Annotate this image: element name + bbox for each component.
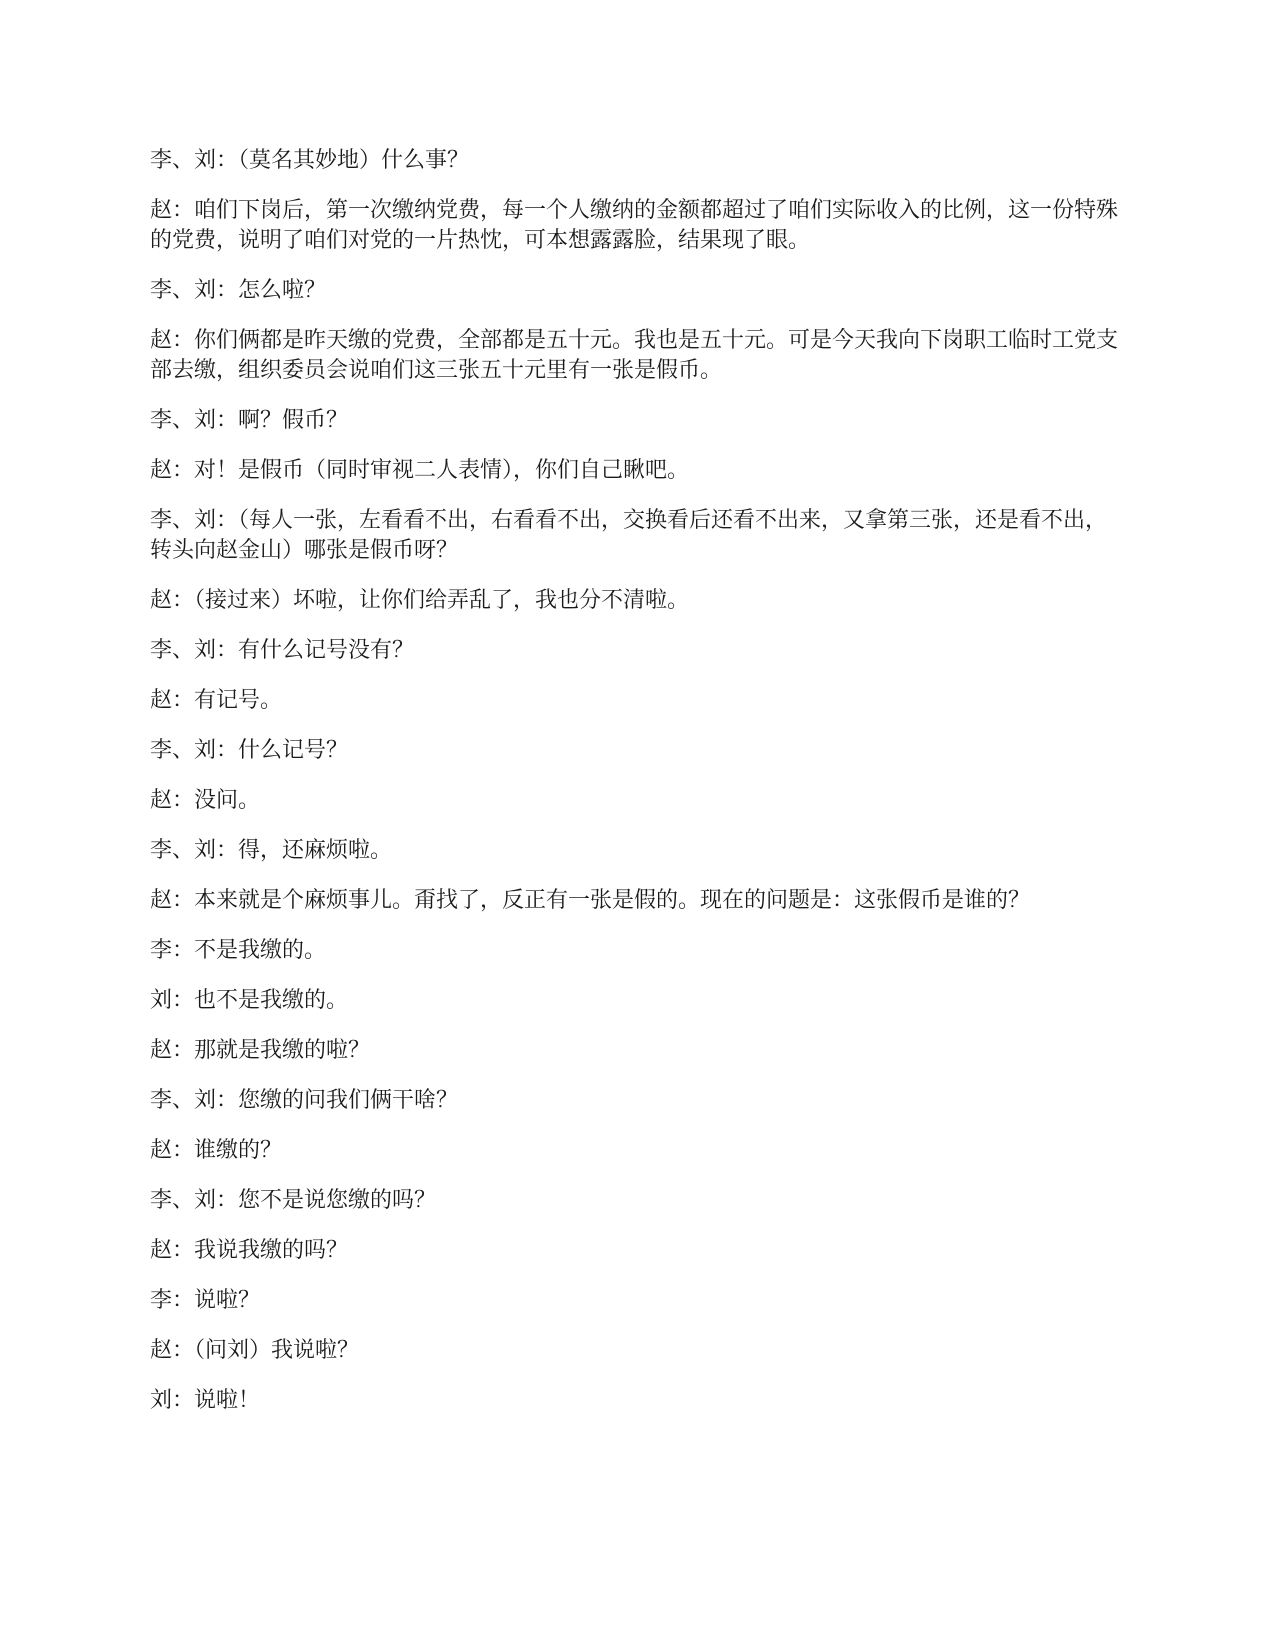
dialogue-line: 赵：我说我缴的吗？ (150, 1238, 349, 1263)
dialogue-line: 赵：你们俩都是昨天缴的党费，全部都是五十元。我也是五十元。可是今天我向下岗职工临时工党支部去缴，组织委员会说咱们这三张五十元里有一张是假币。 (150, 328, 1119, 383)
dialogue-line: 赵：那就是我缴的啦？ (150, 1038, 371, 1063)
dialogue-line: 赵：谁缴的？ (150, 1138, 283, 1163)
dialogue-line: 李、刘：（每人一张，左看看不出，右看看不出，交换看后还看不出来，又拿第三张，还是看不出，转头向赵金山）哪张是假币呀？ (150, 508, 1108, 563)
dialogue-line: 赵：（问刘）我说啦？ (150, 1338, 360, 1363)
dialogue-line: 李、刘：得，还麻烦啦。 (150, 838, 393, 863)
dialogue-line: 赵：本来就是个麻烦事儿。甭找了，反正有一张是假的。现在的问题是：这张假币是谁的？ (150, 888, 1031, 913)
dialogue-line: 赵：对！是假币（同时审视二人表情），你们自己瞅吧。 (150, 458, 690, 483)
dialogue-line: 李：不是我缴的。 (150, 938, 327, 963)
dialogue-line: 赵：没问。 (150, 788, 261, 813)
dialogue-line: 李、刘：什么记号？ (150, 738, 349, 763)
dialogue-line: 李、刘：啊？假币？ (150, 408, 349, 433)
dialogue-line: 刘：也不是我缴的。 (150, 988, 349, 1013)
dialogue-line: 李、刘：有什么记号没有？ (150, 638, 415, 663)
dialogue-line: 李：说啦？ (150, 1288, 261, 1313)
dialogue-line: 李、刘：（莫名其妙地）什么事？ (150, 148, 470, 173)
dialogue-line: 赵：（接过来）坏啦，让你们给弄乱了，我也分不清啦。 (150, 588, 690, 613)
dialogue-line: 刘：说啦！ (150, 1388, 261, 1413)
dialogue-line: 李、刘：您缴的问我们俩干啥？ (150, 1088, 459, 1113)
dialogue-line: 李、刘：怎么啦？ (150, 278, 327, 303)
dialogue-line: 李、刘：您不是说您缴的吗？ (150, 1188, 437, 1213)
document-body (150, 146, 1125, 1436)
dialogue-line: 赵：有记号。 (150, 688, 283, 713)
dialogue-line: 赵：咱们下岗后，第一次缴纳党费，每一个人缴纳的金额都超过了咱们实际收入的比例，这一份特殊的党费，说明了咱们对党的一片热忱，可本想露露脸，结果现了眼。 (150, 198, 1119, 253)
